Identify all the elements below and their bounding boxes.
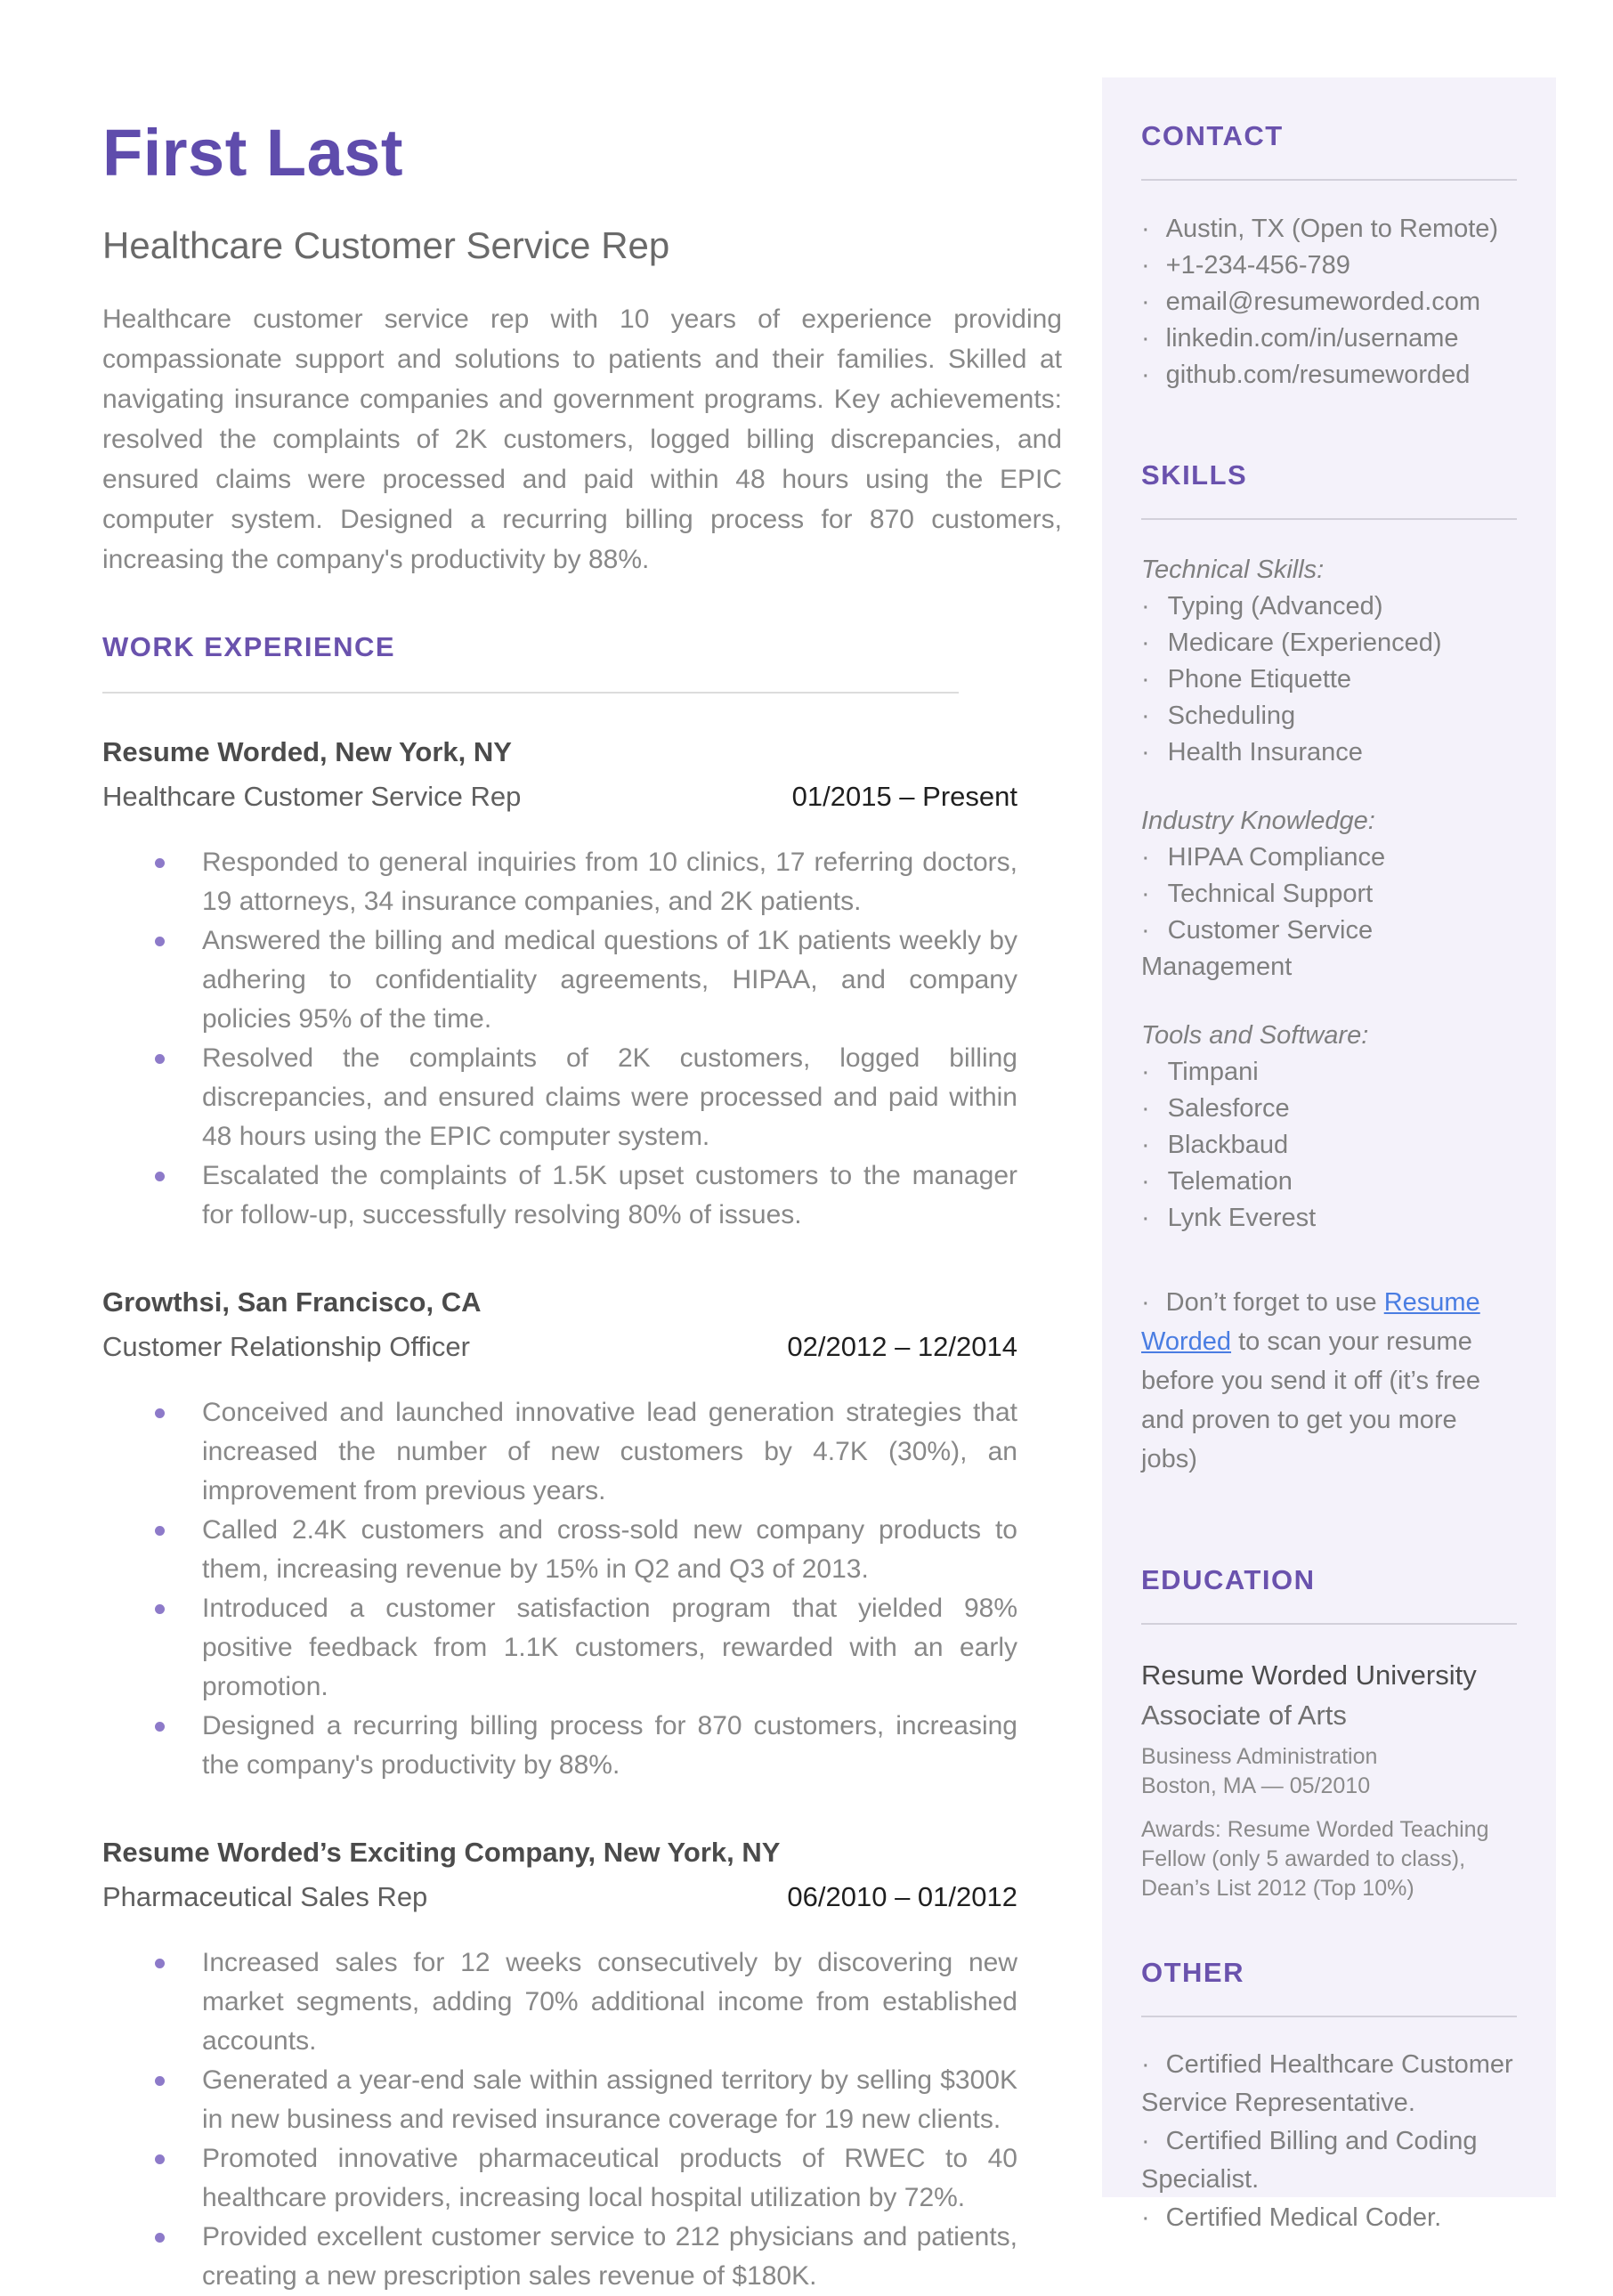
major: Business Administration [1141, 1744, 1378, 1769]
job-bullet: Called 2.4K customers and cross-sold new company products to them, increasing revenue by 15% in Q2 and Q3 of 2013. [102, 1511, 1017, 1589]
job-role: Pharmaceutical Sales Rep [102, 1881, 428, 1912]
contact-section [1141, 120, 1517, 393]
job-dates: 02/2012 – 12/2014 [787, 1331, 1017, 1362]
contact-divider [1141, 179, 1517, 181]
role-row [102, 1329, 1017, 1365]
skills-group-label-technical: Technical Skills: [1141, 556, 1325, 584]
job-block-1 [102, 734, 1062, 1235]
job-bullet-list [102, 843, 1017, 1235]
resume-headline: Healthcare Customer Service Rep [102, 224, 670, 266]
resume-sidebar [1102, 77, 1556, 2232]
contact-list [1141, 211, 1517, 393]
degree: Associate of Arts [1141, 1700, 1347, 1731]
job-bullet-list [102, 1943, 1017, 2296]
job-role: Customer Relationship Officer [102, 1331, 470, 1362]
skill-item: · Technical Support [1141, 876, 1517, 913]
skill-item: · Salesforce [1141, 1091, 1517, 1127]
skills-group-label-tools: Tools and Software: [1141, 1021, 1369, 1050]
school-name: Resume Worded University [1141, 1659, 1477, 1691]
resume-main-column [102, 118, 1062, 2296]
other-item: · Certified Healthcare Customer Service Representative. [1141, 2046, 1517, 2122]
work-divider [102, 692, 959, 694]
skills-group-label-industry: Industry Knowledge: [1141, 807, 1375, 835]
note-text-pre: Don’t forget to use [1165, 1288, 1384, 1317]
education-section [1141, 1564, 1517, 1903]
skill-item: · HIPAA Compliance [1141, 840, 1517, 876]
job-bullet: Introduced a customer satisfaction program that yielded 98% positive feedback from 1.1K customers, rewarded with an early promotion. [102, 1589, 1017, 1707]
job-bullet: Responded to general inquiries from 10 clinics, 17 referring doctors, 19 attorneys, 34 insurance companies, and 2K patients. [102, 843, 1017, 921]
job-bullet: Resolved the complaints of 2K customers, logged billing discrepancies, and ensured claims were processed and paid within 48 hours using the EPIC computer system. [102, 1039, 1017, 1156]
other-divider [1141, 2016, 1517, 2017]
section-title-contact: CONTACT [1141, 120, 1284, 151]
resume-worded-link[interactable]: Resume Worded [1141, 1288, 1480, 1356]
skills-group-list [1141, 840, 1517, 986]
section-title-education: EDUCATION [1141, 1564, 1316, 1595]
company-name: Resume Worded’s Exciting Company, New York, NY [102, 1837, 781, 1868]
section-title-work: WORK EXPERIENCE [102, 631, 396, 662]
job-bullet: Answered the billing and medical questions of 1K patients weekly by adhering to confidentiality agreements, HIPAA, and company policies 95% of the time. [102, 921, 1017, 1039]
skill-item: · Scheduling [1141, 698, 1517, 734]
other-list [1141, 2046, 1517, 2237]
skill-item: · Health Insurance [1141, 734, 1517, 771]
job-bullet-list [102, 1393, 1017, 1785]
job-block-2 [102, 1285, 1062, 1785]
skills-divider [1141, 518, 1517, 520]
skill-item: · Telemation [1141, 1164, 1517, 1200]
job-bullet: Provided excellent customer service to 212 physicians and patients, creating a new prescription sales revenue of $180K. [102, 2218, 1017, 2296]
role-row [102, 779, 1017, 815]
skill-item: · Customer Service Management [1141, 913, 1517, 986]
school-location-date: Boston, MA — 05/2010 [1141, 1773, 1371, 1798]
role-row [102, 1879, 1017, 1915]
education-divider [1141, 1623, 1517, 1625]
skill-item: · Blackbaud [1141, 1127, 1517, 1164]
job-dates: 01/2015 – Present [791, 781, 1017, 812]
contact-item-github: · github.com/resumeworded [1141, 357, 1517, 393]
job-bullet: Increased sales for 12 weeks consecutively by discovering new market segments, adding 70% additional income from established accounts. [102, 1943, 1017, 2061]
other-item: · Certified Medical Coder. [1141, 2199, 1517, 2237]
job-bullet: Escalated the complaints of 1.5K upset customers to the manager for follow-up, successfully resolving 80% of issues. [102, 1156, 1017, 1235]
job-bullet: Designed a recurring billing process for 870 customers, increasing the company's productivity by 88%. [102, 1707, 1017, 1785]
section-title-skills: SKILLS [1141, 459, 1248, 491]
skill-item: · Phone Etiquette [1141, 661, 1517, 698]
job-bullet: Generated a year-end sale within assigned territory by selling $300K in new business and revised insurance coverage for 19 new clients. [102, 2061, 1017, 2139]
other-section [1141, 1957, 1517, 2237]
job-block-3 [102, 1835, 1062, 2296]
skill-item: · Medicare (Experienced) [1141, 625, 1517, 661]
contact-item-phone: · +1-234-456-789 [1141, 247, 1517, 284]
person-name: First Last [102, 116, 404, 190]
company-name: Resume Worded, New York, NY [102, 736, 512, 767]
contact-item-location: · Austin, TX (Open to Remote) [1141, 211, 1517, 247]
job-bullet: Promoted innovative pharmaceutical products of RWEC to 40 healthcare providers, increasing local hospital utilization by 72%. [102, 2139, 1017, 2218]
skill-item: · Timpani [1141, 1054, 1517, 1091]
skills-group-list [1141, 588, 1517, 771]
skill-item: · Typing (Advanced) [1141, 588, 1517, 625]
company-name: Growthsi, San Francisco, CA [102, 1286, 482, 1318]
skills-section [1141, 459, 1517, 1479]
contact-item-email: · email@resumeworded.com [1141, 284, 1517, 320]
summary-text: Healthcare customer service rep with 10 years of experience providing compassionate support and solutions to patients and their families. Skilled at navigating insurance companies and government programs. Key achievements: resolved the complaints of 2K customers, logged billing discrepancies, and ensured claims were processed and paid within 48 hours using the EPIC computer system. Designed a recurring billing process for 870 customers, increasing the company's productivity by 88%. [102, 304, 1062, 574]
job-role: Healthcare Customer Service Rep [102, 781, 522, 812]
other-item: · Certified Billing and Coding Specialist. [1141, 2122, 1517, 2199]
skills-group-list [1141, 1054, 1517, 1237]
job-bullet: Conceived and launched innovative lead generation strategies that increased the number of new customers by 4.7K (30%), an improvement from previous years. [102, 1393, 1017, 1511]
job-dates: 06/2010 – 01/2012 [787, 1881, 1017, 1912]
awards-text: Awards: Resume Worded Teaching Fellow (only 5 awarded to class), Dean’s List 2012 (Top 10%) [1141, 1817, 1489, 1901]
contact-item-linkedin: · linkedin.com/in/username [1141, 320, 1517, 357]
skill-item: · Lynk Everest [1141, 1200, 1517, 1237]
note-text-post: to scan your resume before you send it off (it’s free and proven to get you more jobs) [1141, 1327, 1480, 1473]
resume-worded-note [1141, 1283, 1517, 1479]
section-title-other: OTHER [1141, 1957, 1244, 1988]
